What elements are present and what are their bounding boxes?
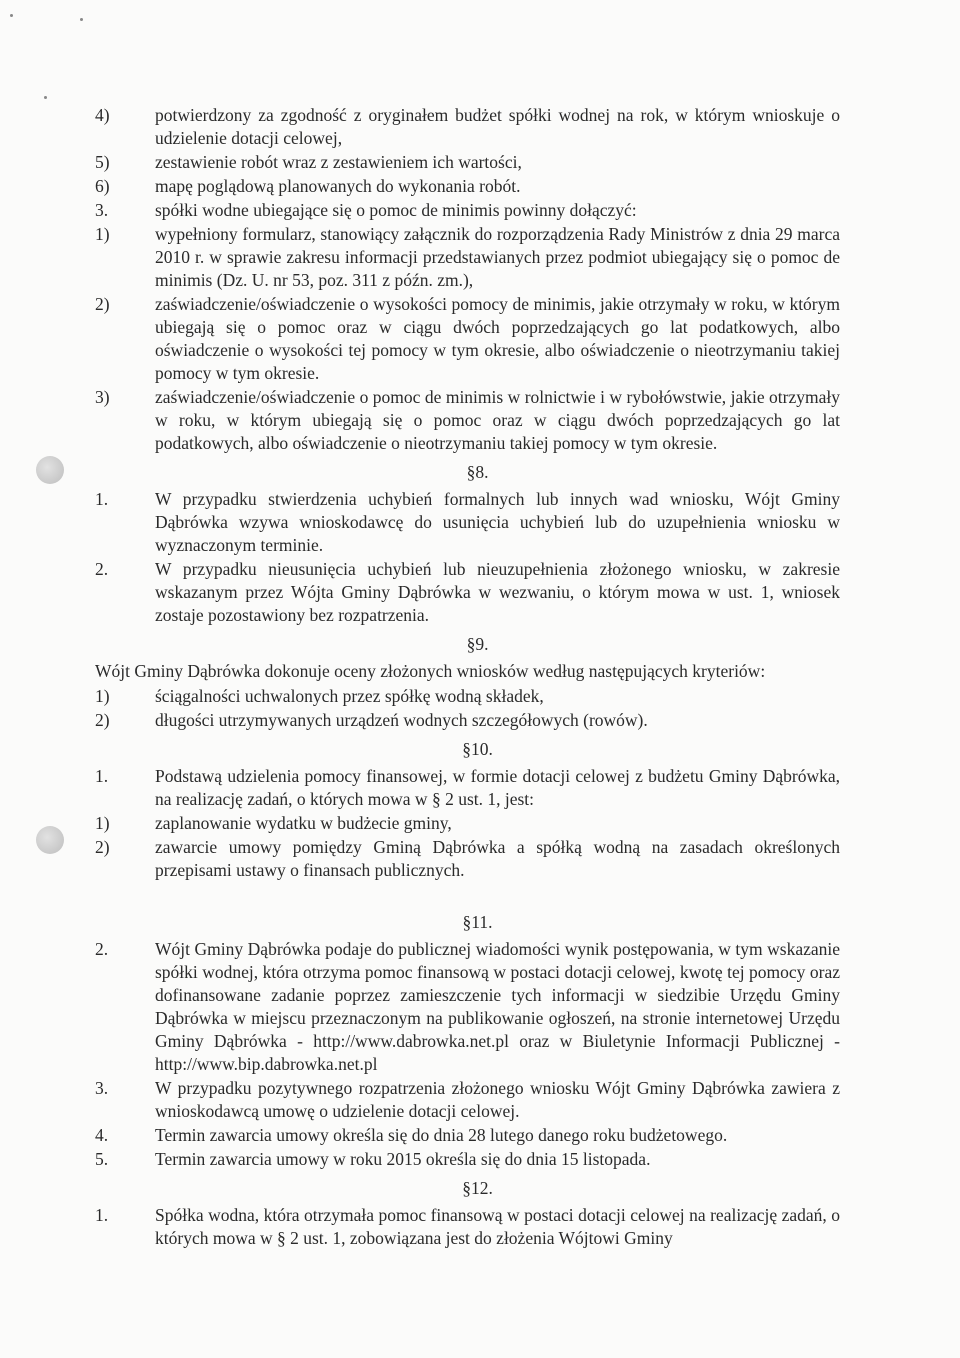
section-11-heading: §11. xyxy=(462,912,493,932)
list-item xyxy=(95,558,840,627)
item-number: 1) xyxy=(95,813,110,833)
list-item xyxy=(95,1204,840,1250)
item-number: 2) xyxy=(95,837,110,857)
punch-hole xyxy=(36,456,64,484)
item-number: 1. xyxy=(95,1205,109,1225)
list-item xyxy=(95,1124,840,1147)
item-text: mapę poglądową planowanych do wykonania robót. xyxy=(155,176,521,196)
list-item xyxy=(95,175,840,198)
list-item xyxy=(95,386,840,455)
section-8-heading: §8. xyxy=(466,462,489,482)
list-item xyxy=(95,1148,840,1171)
list-item xyxy=(95,488,840,557)
item-number: 6) xyxy=(95,176,110,196)
list-item xyxy=(95,199,840,222)
section-10-list xyxy=(95,765,840,882)
list-item xyxy=(95,836,840,882)
item-text: Wójt Gminy Dąbrówka podaje do publicznej wiadomości wynik postępowania, w tym wskazanie spółki wodnej, która otrzyma pomoc finansową w postaci dotacji celowej, kwotę tej pomocy oraz dofinansowane zadanie poprzez zamieszczenie tych informacji w siedzibie Urzędu Gminy Dąbrówka w miejscu przeznaczonym na publikowanie ogłoszeń, na stronie internetowej Urzędu Gminy Dąbrówka - http://www.dabrowka.net.pl oraz w Biuletynie Informacji Publicznej - http://www.bip.dabrowka.net.pl xyxy=(155,939,840,1074)
section-10-heading: §10. xyxy=(462,739,493,759)
section-9-heading: §9. xyxy=(466,634,489,654)
item-text: W przypadku nieusunięcia uchybień lub nieuzupełnienia złożonego wniosku, w zakresie wskazanym przez Wójta Gminy Dąbrówka w wezwaniu, o którym mowa w ust. 1, wniosek zostaje pozostawiony bez rozpatrzenia. xyxy=(155,559,840,625)
list-item xyxy=(95,104,840,150)
item-number: 2) xyxy=(95,710,110,730)
item-text: zaświadczenie/oświadczenie o wysokości pomocy de minimis, jakie otrzymały w roku, w którym ubiegają się o pomoc oraz w ciągu dwóch poprzedzających go lat podatkowych, albo oświadczenie o wysokości tej pomocy w tym okresie, albo oświadczenie o nieotrzymaniu takiej pomocy w tym okresie. xyxy=(155,294,840,383)
item-text: ściągalności uchwalonych przez spółkę wodną składek, xyxy=(155,686,544,706)
item-number: 3. xyxy=(95,1078,109,1098)
item-number: 4. xyxy=(95,1125,109,1145)
item-number: 3) xyxy=(95,387,110,407)
item-text: W przypadku stwierdzenia uchybień formalnych lub innych wad wniosku, Wójt Gminy Dąbrówka wzywa wnioskodawcę do usunięcia uchybień lub do uzupełnienia wniosku w wyznaczonym terminie. xyxy=(155,489,840,555)
list-item xyxy=(95,709,840,732)
item-number: 2. xyxy=(95,559,109,579)
list-item xyxy=(95,765,840,811)
item-text: Spółka wodna, która otrzymała pomoc finansową w postaci dotacji celowej na realizację zadań, o których mowa w § 2 ust. 1, zobowiązana jest do złożenia Wójtowi Gminy xyxy=(155,1205,840,1248)
section-9-paragraph: Wójt Gminy Dąbrówka dokonuje oceny złożonych wniosków według następujących kryteriów: xyxy=(95,661,766,681)
punch-hole xyxy=(36,826,64,854)
attachments-list xyxy=(95,104,840,455)
list-item xyxy=(95,1077,840,1123)
item-number: 2) xyxy=(95,294,110,314)
item-text: W przypadku pozytywnego rozpatrzenia złożonego wniosku Wójt Gminy Dąbrówka zawiera z wnioskodawcą umowę o udzielenie dotacji celowej. xyxy=(155,1078,840,1121)
list-item xyxy=(95,151,840,174)
item-text: Termin zawarcia umowy w roku 2015 określa się do dnia 15 listopada. xyxy=(155,1149,651,1169)
item-text: wypełniony formularz, stanowiący załącznik do rozporządzenia Rady Ministrów z dnia 29 marca 2010 r. w sprawie zakresu informacji przedstawianych przez podmiot ubiegający się o pomoc de minimis (Dz. U. nr 53, poz. 311 z późn. zm.), xyxy=(155,224,840,290)
item-text: Podstawą udzielenia pomocy finansowej, w formie dotacji celowej z budżetu Gminy Dąbrówka, na realizację zadań, o których mowa w § 2 ust. 1, jest: xyxy=(155,766,840,809)
scan-speck xyxy=(80,18,83,21)
item-number: 5) xyxy=(95,152,110,172)
item-text: zawarcie umowy pomiędzy Gminą Dąbrówka a spółką wodną na zasadach określonych przepisami ustawy o finansach publicznych. xyxy=(155,837,840,880)
item-number: 1. xyxy=(95,489,109,509)
list-item xyxy=(95,812,840,835)
scan-speck xyxy=(10,14,13,17)
item-number: 1) xyxy=(95,686,110,706)
section-11-list xyxy=(95,938,840,1171)
item-text: potwierdzony za zgodność z oryginałem budżet spółki wodnej na rok, w którym wnioskuje o udzielenie dotacji celowej, xyxy=(155,105,840,148)
item-number: 5. xyxy=(95,1149,109,1169)
item-number: 2. xyxy=(95,939,109,959)
list-item xyxy=(95,223,840,292)
item-text: Termin zawarcia umowy określa się do dnia 28 lutego danego roku budżetowego. xyxy=(155,1125,728,1145)
section-9-list xyxy=(95,685,840,732)
list-item xyxy=(95,938,840,1076)
list-item xyxy=(95,293,840,385)
item-text: zestawienie robót wraz z zestawieniem ich wartości, xyxy=(155,152,522,172)
item-number: 1) xyxy=(95,224,110,244)
section-12-heading: §12. xyxy=(462,1178,493,1198)
item-text: długości utrzymywanych urządzeń wodnych szczegółowych (rowów). xyxy=(155,710,648,730)
scan-speck xyxy=(44,96,47,99)
section-12-list xyxy=(95,1204,840,1250)
item-text: zaświadczenie/oświadczenie o pomoc de minimis w rolnictwie i w rybołówstwie, jakie otrzymały w roku, w którym ubiegają się o pomoc oraz w ciągu dwóch poprzedzających go lat podatkowych, albo oświadczenie o nieotrzymaniu takiej pomocy w tym okresie. xyxy=(155,387,840,453)
item-number: 3. xyxy=(95,200,109,220)
item-text: zaplanowanie wydatku w budżecie gminy, xyxy=(155,813,452,833)
document-body xyxy=(95,104,840,1251)
item-text: spółki wodne ubiegające się o pomoc de minimis powinny dołączyć: xyxy=(155,200,637,220)
list-item xyxy=(95,685,840,708)
item-number: 4) xyxy=(95,105,110,125)
item-number: 1. xyxy=(95,766,109,786)
section-8-list xyxy=(95,488,840,627)
